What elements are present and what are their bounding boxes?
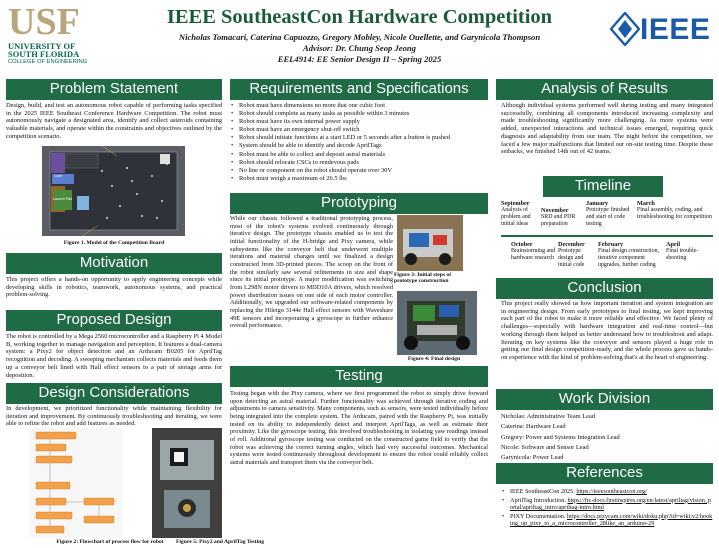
problem-heading: Problem Statement [6, 79, 222, 100]
requirement-item: • System should be able to identify and decode AprilTags [230, 142, 488, 150]
work-item: Garynicola: Power Lead [501, 454, 564, 462]
requirement-item: • Robot must have an emergency shut-off switch [230, 126, 488, 134]
final-design-photo [397, 291, 477, 355]
pixy-testing-figure [152, 428, 222, 538]
conclusion-heading: Conclusion [496, 278, 713, 299]
motivation-heading: Motivation [6, 253, 222, 274]
requirement-item: • No line or component on the robot should operate over 30V [230, 167, 488, 175]
ieee-diamond-icon [610, 12, 640, 46]
flowchart-diagram [30, 428, 122, 538]
timeline-december: December Prototype design and initial code [558, 241, 585, 268]
timeline-september: September Analysis of problem and initial ideas [501, 200, 531, 227]
requirement-item: • Robot must be able to collect and deposit astral materials [230, 151, 488, 159]
reference-item [501, 488, 713, 495]
prototyping-heading: Prototyping [230, 193, 488, 214]
work-item: Nicole: Software and Sensor Lead [501, 443, 589, 451]
references-heading: References [496, 463, 713, 484]
reference-label: PIXY Documentation. [510, 512, 566, 520]
reference-item [501, 497, 713, 512]
problem-text: Design, build, and test an autonomous robot capable of performing tasks specified in the 2025 IEEE Southeast Conference Hardware Competition. The robot must autonomously navigate a designated area, identify and collect asteroids containing valuable materials, and operate within the constraints and objectives outlined by the competition scenario. [6, 102, 222, 140]
work-list [501, 412, 713, 463]
testing-text: Testing began with the Pixy camera, where we first programmed the robot to simply drive forward upon detecting an astral material. Further functionality was achieved through iterative coding and adjustments to camera sensitivity. Many components, such as sensors, were tested individually before being integrated into the complete system. The Arducam, paired with the Raspberry Pi, was initially tested on its ability to independently detect and interpret AprilTags, as well as estimate their proximity. Like the gyroscope testing, this involved troubleshooting in isolating yaw readings instead of roll. Additional gyroscope testing was conducted on the constructed game field to verify that the robot was achieving the correct turning angles, which had very successful outcomes. Mechanical systems were tested continuously throughout development to ensure the robot could reliably collect astral materials and transport them via the conveyor belt. [230, 390, 488, 466]
reference-link[interactable]: https://ftc-docs.firstinspires.org/en/latest/apriltag/vision_portal/apriltag_intro/apriltag-intro.html [510, 496, 712, 511]
initial-prototype-photo [397, 215, 463, 271]
competition-board-diagram [42, 146, 185, 236]
design-heading: Design Considerations [6, 383, 222, 404]
usf-line2: SOUTH FLORIDA [8, 50, 80, 59]
usf-wordmark: USF [8, 1, 80, 43]
reference-link[interactable]: https://ieeesoutheastcon.org/ [576, 488, 647, 495]
analysis-heading: Analysis of Results [496, 79, 713, 100]
conclusion-text: This project really showed us how important iteration and system integration are in engineering design. From early prototypes to final testing, we kept improving each part of the robot to make it more reliable and effective. We faced plenty of challenges—especially with hardware integration and real-time control—but working through them helped us better understand how to troubleshoot and adapt. Iterating on key systems like the conveyor and sensors played a huge role in getting our final design competition-ready, and the whole process gave us hands-on experience with the kind of problem-solving that's at the heart of engineering. [501, 300, 713, 361]
reference-item [501, 513, 713, 528]
flowchart-figure [30, 428, 122, 538]
work-item: Nicholas: Administrative Team Lead [501, 413, 596, 420]
board-label-launch-pad: Launch Pad [53, 197, 73, 201]
requirement-item: • Robot must weigh a maximum of 26.5 lbs [230, 175, 488, 183]
reference-label: AprilTag Introduction. [510, 496, 566, 504]
poster-title: IEEE SoutheastCon Hardware Competition [166, 6, 553, 28]
requirement-item: • Robot should complete as many tasks as possible within 3 minutes [230, 110, 488, 118]
requirement-item: • Robot should relocate CSCs to rendevous pads [230, 159, 488, 167]
requirements-heading: Requirements and Specifications [230, 79, 488, 100]
analysis-text: Although individual systems performed well during testing and many integrated successfully, combining all components introduced increasing complexity and made troubleshooting significantly more challenging. As more systems were added, unexpected interactions and technical issues emerged, requiring quick diagnosis and adaptability from our team. The night before the competition, we faced a few major malfunctions that limited our on-site testing time. Despite these setbacks, we finished 14th out of 42 teams. [501, 102, 713, 156]
ieee-logo [610, 10, 714, 50]
proposed-heading: Proposed Design [6, 310, 222, 331]
testing-heading: Testing [230, 366, 488, 387]
authors: Nicholas Tomacari, Caterina Capuozzo, Gregory Mobley, Nicole Ouellette, and Garynicola Thompson [178, 32, 541, 42]
pixy-testing-photo [152, 428, 222, 538]
figure3-caption: Figure 3: Initial steps of prototype construction [394, 272, 452, 284]
figure2-caption: Figure 2: Flowchart of process flow for robot [56, 539, 164, 545]
timeline-heading: Timeline [543, 176, 663, 197]
ieee-wordmark: IEEE [640, 13, 711, 46]
final-design-figure [397, 291, 477, 355]
requirement-item: • Robot must have dimensions no more that one cubic foot [230, 102, 488, 110]
figure4-caption: Figure 4: Final design [407, 356, 461, 362]
competition-board-figure [42, 146, 185, 236]
prototyping-text: While our chassis followed a traditional prototyping process, most of the robot's systems evolved continuously through iterative design. The prototype chassis enabled us to test the initial functionality of the H-bridge and Pixy camera, while subsystems like the conveyor belt that underwent multiple iterations and material changes until we finalized a design constructed from 3D-printed pieces. The scoop on the front of the robot similarly saw several refinements in size and shape since its initial prototype. A major modification was switching from L298N motor drivers to MDD10A drivers, which resolved power distribution issues on one side of each motor controller. Additionally, we upgraded our software-related components by replacing the Hiletgo 3144e Hall effect sensors with Waveshare 49E sensors and incorporating a gyroscope to further enhance overall performance. [230, 215, 393, 330]
requirement-item: • Robot must have its own internal power supply [230, 118, 488, 126]
work-item: Caterina: Hardware Lead [501, 423, 566, 431]
figure5-caption: Figure 5: Pixy2 and AprilTag Testing [175, 539, 265, 545]
design-text: In development, we prioritized functionality while maintaining flexibility for iteration and improvement. By continuously troubleshooting and iterating, we were able to refine the robot and add features as needed. [6, 405, 222, 428]
timeline-axis [501, 235, 713, 237]
requirements-list [230, 102, 488, 183]
course: EEL4914: EE Senior Design II – Spring 2025 [277, 54, 442, 64]
advisor: Advisor: Dr. Chung Seop Jeong [303, 43, 416, 53]
timeline-march: March Final assembly, coding, and troubleshooting for competition [637, 200, 712, 220]
usf-line1: UNIVERSITY OF [8, 42, 76, 51]
usf-logo [6, 1, 96, 65]
work-heading: Work Division [496, 389, 713, 410]
timeline-october: October Brainstorming and hardware research [511, 241, 556, 261]
timeline-february: February Final design construction, iterative component upgrades, further coding [598, 241, 660, 268]
figure1-caption: Figure 1. Model of the Competition Board [63, 240, 165, 246]
reference-link[interactable]: https://docs.pixycam.com/wiki/doku.php?id=wiki:v2:hooking_up_pixy_to_a_microcontroller_28like_an_arduino-29 [510, 512, 713, 527]
usf-line3: COLLEGE OF ENGINEERING [8, 59, 88, 65]
requirement-item: • Robot should initiate functions at a start LED or 5 seconds after a button is pushed [230, 134, 488, 142]
initial-prototype-figure [397, 215, 463, 271]
timeline-january: January Prototype finished and start of code testing [586, 200, 630, 227]
work-item: Gregory: Power and Systems Integration Lead [501, 433, 620, 441]
reference-label: IEEE SoutheastCon 2025. [510, 488, 575, 495]
timeline-november: November SRD and PDR preparation [541, 207, 576, 227]
timeline-april: April Final trouble-shooting [666, 241, 699, 261]
references-list [501, 488, 713, 529]
board-label-cave: Cave [54, 174, 63, 178]
proposed-text: The robot is controlled by a Mega 2560 microcontroller and a Raspberry Pi 4 Model B, working together to manage navigation and perception. It features a dual-camera system: a Pixy2 for object detection and an Arducam B0205 for AprilTag recognition and decoding. A sweeping mechanism collects materials and feeds them up a conveyor belt lined with Hall effect sensors to a pair of storage arms for deposition. [6, 333, 222, 379]
poster-header [0, 0, 719, 72]
motivation-text: This project offers a hands-on opportunity to apply engineering concepts while developing skills in robotics, teamwork, autonomous systems, and practical problem-solving. [6, 276, 222, 299]
